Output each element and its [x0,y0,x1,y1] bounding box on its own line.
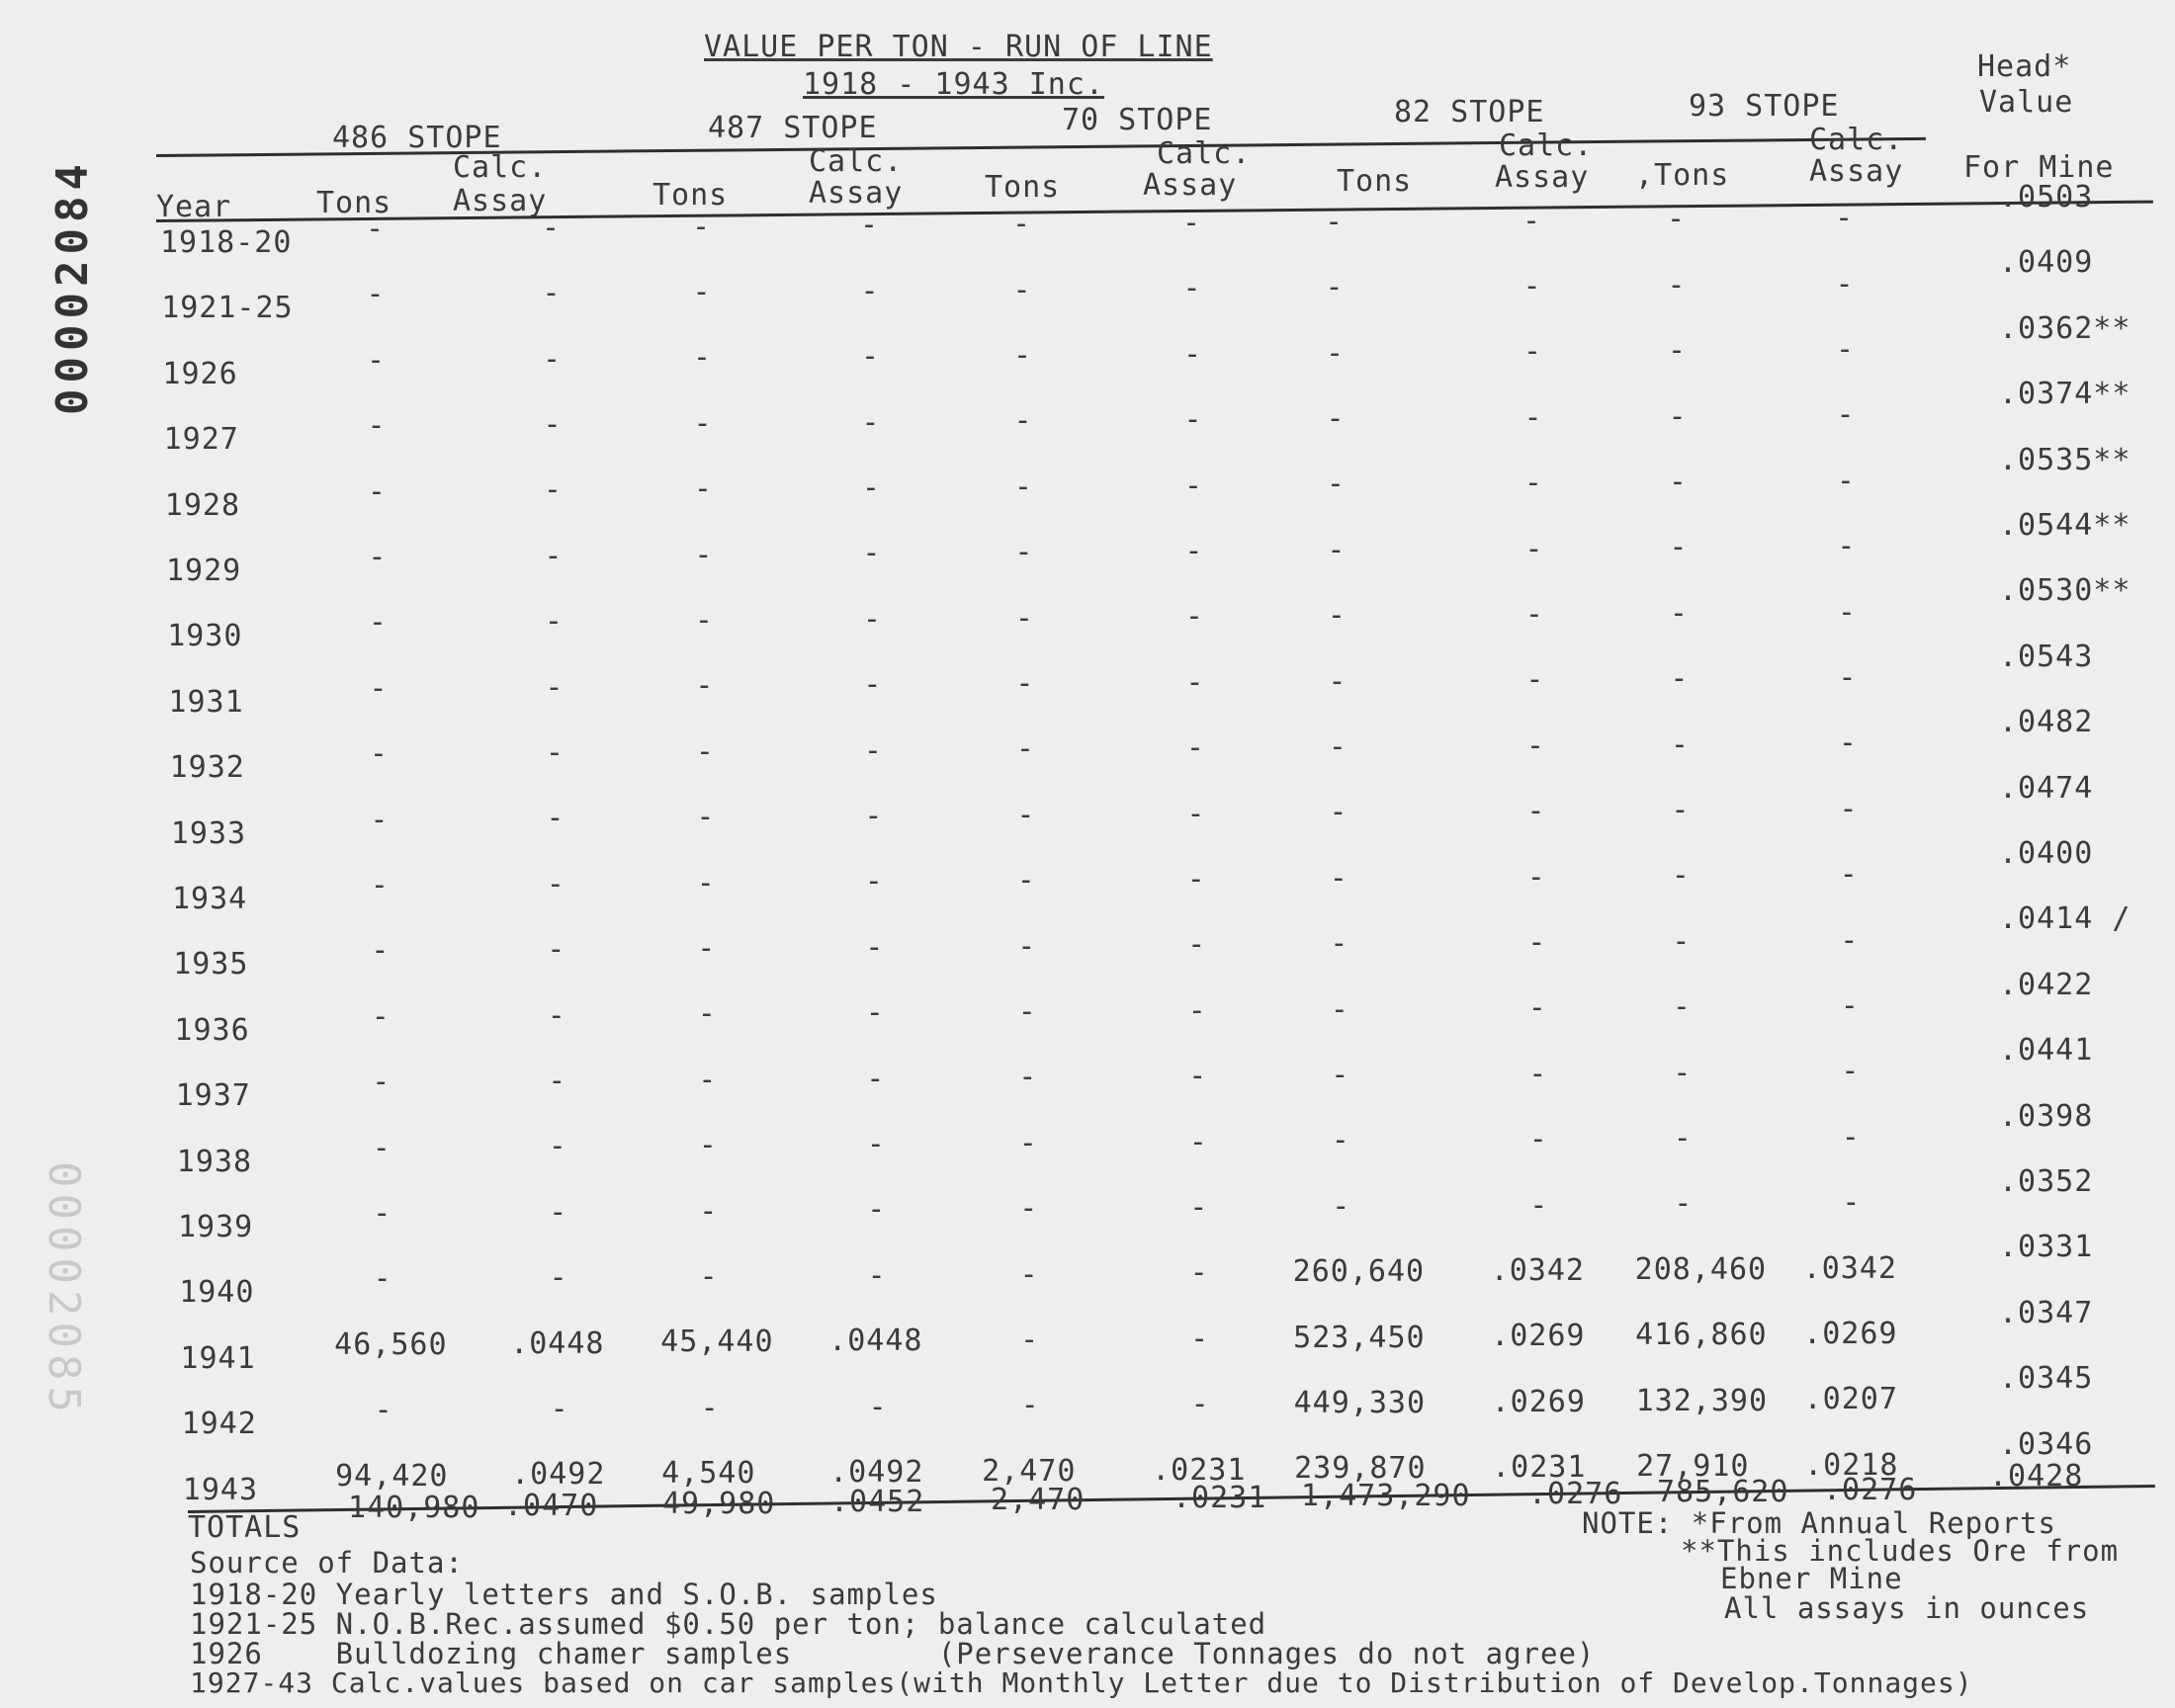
row-cell: - [545,669,565,705]
row-cell: .0492 [829,1455,924,1490]
col-calc-93: Calc. [1809,123,1904,157]
row-head-value: .0362** [1999,310,2132,346]
row-cell: - [698,1062,718,1097]
row-head-value: .0398 [1999,1098,2094,1134]
row-cell: - [863,667,883,703]
row-cell: - [367,408,387,444]
row-cell: .0269 [1803,1317,1898,1351]
row-cell: - [1012,338,1033,373]
row-cell: - [1527,925,1547,960]
row-cell: - [1013,469,1033,504]
row-cell: - [1187,927,1207,963]
row-cell: - [1329,860,1348,896]
row-cell: - [865,929,885,965]
row-cell: - [860,273,880,308]
totals-cell: 2,470 [991,1483,1086,1517]
row-cell: - [1524,531,1544,566]
row-cell: - [1522,334,1543,370]
row-cell: - [1672,923,1692,959]
row-cell: - [367,473,387,509]
row-cell: - [1838,726,1858,761]
row-cell: - [1331,1058,1350,1092]
row-cell: - [1188,1124,1208,1159]
row-cell: - [1020,1388,1040,1423]
row-cell: - [1017,928,1037,964]
row-cell: - [1671,793,1691,827]
stope-label-486: 486 STOPE [332,121,502,155]
col-for-mine: For Mine [1963,150,2115,185]
row-cell: - [1013,403,1033,439]
head-value-label-1: Head* [1977,49,2072,84]
stope-label-93: 93 STOPE [1689,89,1840,124]
row-cell: - [369,736,389,772]
row-cell: - [695,733,715,769]
row-cell: 208,460 [1634,1251,1768,1287]
row-cell: - [1185,730,1205,766]
row-cell: 523,450 [1293,1320,1426,1355]
row-cell: - [1840,988,1860,1023]
row-cell: - [372,1065,392,1100]
row-cell: - [546,801,566,836]
row-cell: - [1671,858,1691,894]
col-assay-93: Assay [1809,154,1904,189]
note-line-2: **This includes Ore from [1681,1534,2120,1568]
row-head-value: .0441 [1999,1033,2094,1068]
row-cell: - [1326,467,1346,502]
row-cell: .0448 [510,1325,605,1361]
row-cell: - [374,1393,393,1428]
row-year: 1933 [170,815,247,851]
row-head-value: .0503 [1999,180,2094,214]
row-cell: - [1325,335,1346,371]
row-cell: - [1020,1323,1040,1357]
row-head-value: .0374** [1999,377,2132,412]
row-year: 1940 [179,1275,255,1311]
row-year: 1921-25 [161,291,294,326]
row-cell: - [1332,1188,1351,1224]
row-cell: - [1182,336,1203,372]
row-cell: 4,540 [661,1456,756,1492]
row-cell: - [1187,992,1207,1028]
row-cell: - [1841,1119,1861,1154]
row-cell: - [866,1061,886,1096]
row-cell: - [1525,727,1545,763]
row-cell: - [1522,269,1542,303]
row-head-value: .0535** [1999,442,2132,477]
row-cell: - [1835,332,1856,367]
row-cell: .0342 [1802,1250,1897,1286]
row-cell: - [1016,797,1036,832]
row-cell: - [1190,1321,1210,1356]
row-cell: - [1018,1125,1038,1160]
totals-cell: .0470 [504,1489,599,1523]
row-cell: - [862,536,882,571]
totals-cell: 49,980 [662,1487,776,1521]
row-cell: - [696,865,716,900]
row-cell: - [542,341,563,377]
row-cell: - [692,340,713,376]
row-head-value: .0544** [1999,508,2132,543]
row-cell: - [1528,1122,1548,1157]
row-cell: 27,910 [1636,1449,1750,1484]
row-cell: - [1837,594,1857,630]
row-cell: - [1017,994,1037,1029]
totals-cell: .0452 [830,1485,925,1519]
row-year: 1927 [163,422,239,458]
row-cell: 94,420 [335,1458,449,1494]
row-cell: - [861,404,881,440]
page-title: VALUE PER TON - RUN OF LINE [704,30,1213,64]
row-year: 1935 [173,947,249,982]
row-cell: - [366,277,386,312]
source-line-2: 1921-25 N.O.B.Rec.assumed $0.50 per ton; balance calculated [190,1607,1267,1641]
row-cell: - [544,538,564,573]
row-year: 1934 [172,882,248,916]
row-cell: .0448 [828,1324,923,1359]
col-assay-486: Assay [453,184,548,218]
row-cell: - [544,604,564,640]
note-line-1: NOTE: *From Annual Reports [1582,1506,2056,1540]
row-cell: - [863,732,883,768]
row-cell: - [1524,597,1544,632]
row-head-value: .0352 [1999,1164,2094,1199]
row-cell: - [693,471,713,507]
note-line-4: All assays in ounces [1724,1591,2090,1625]
row-cell: - [1327,598,1347,634]
row-cell: - [1667,267,1687,302]
row-cell: - [1835,266,1855,301]
row-cell: - [1016,863,1036,898]
row-year: 1942 [181,1407,257,1442]
row-cell: - [1018,1060,1038,1095]
row-cell: - [1842,1185,1862,1221]
row-cell: - [1667,202,1687,237]
row-cell: - [1528,1056,1548,1091]
row-cell: - [697,996,717,1032]
row-cell: - [1839,857,1859,893]
row-cell: - [860,208,880,243]
row-cell: .0218 [1804,1447,1899,1483]
row-year: 1931 [168,684,244,720]
row-cell: - [1522,203,1542,238]
row-cell: - [1672,989,1692,1025]
row-head-value: .0409 [1999,245,2094,281]
row-cell: - [700,1390,720,1425]
row-cell: - [1838,660,1858,695]
row-cell: - [368,605,388,640]
stope-label-487: 487 STOPE [708,111,878,145]
stope-label-82: 82 STOPE [1394,95,1545,129]
row-cell: - [1329,795,1348,830]
row-head-value: .0346 [1999,1426,2094,1462]
row-year: 1929 [166,554,242,588]
row-cell: - [1183,468,1203,503]
row-cell: - [1015,731,1035,767]
row-cell: - [549,1260,568,1296]
row-cell: - [1325,270,1345,305]
row-year: 1937 [175,1078,251,1114]
col-tons-93: ,Tons [1635,158,1730,193]
row-cell: - [371,998,391,1034]
row-cell: 416,860 [1635,1318,1768,1353]
row-cell: - [1673,1121,1693,1155]
row-cell: - [1670,661,1690,697]
row-cell: - [1525,662,1545,698]
row-cell: - [699,1259,719,1294]
row-cell: - [867,1192,887,1228]
row-cell: - [864,864,884,899]
row-year: 1932 [169,750,245,786]
row-cell: - [1673,1055,1693,1090]
row-cell: - [1669,530,1689,565]
row-cell: - [1668,465,1688,499]
row-cell: - [694,537,714,572]
row-cell: - [1326,401,1346,436]
col-tons-70: Tons [985,170,1061,205]
row-cell: - [1015,666,1035,701]
row-cell: - [1183,402,1203,438]
row-cell: - [1667,333,1688,369]
row-cell: 2,470 [982,1453,1077,1489]
row-cell: - [547,932,566,968]
row-year: 1928 [164,487,241,523]
note-line-3: Ebner Mine [1720,1562,1903,1595]
row-cell: - [1529,1187,1549,1223]
source-line-3: 1926 Bulldozing chamer samples (Perseverance Tonnages do not agree) [190,1637,1596,1670]
row-cell: - [1328,729,1348,764]
row-cell: - [693,405,713,441]
row-cell: - [1327,532,1347,567]
col-assay-82: Assay [1495,160,1590,195]
col-calc-486: Calc. [453,150,548,185]
row-head-value: .0347 [1999,1295,2094,1330]
row-cell: - [371,933,391,969]
row-cell: - [1012,207,1032,242]
row-cell: - [868,1389,888,1424]
row-year: 1939 [178,1210,254,1244]
row-cell: - [373,1261,392,1297]
row-cell: - [1184,599,1204,635]
row-cell: 45,440 [660,1324,774,1360]
row-cell: - [1836,397,1856,433]
head-value-label-2: Value [1979,85,2074,120]
row-cell: - [866,1127,886,1161]
row-cell: - [1526,859,1546,895]
row-cell: - [1019,1256,1039,1292]
row-cell: - [548,1129,567,1164]
row-cell: - [1839,791,1859,826]
row-cell: - [1014,600,1034,636]
row-cell: - [1674,1186,1694,1222]
row-cell: - [867,1257,887,1293]
row-cell: - [1526,794,1546,829]
totals-head-value: .0428 [1989,1459,2084,1494]
row-cell: - [370,868,390,902]
row-cell: - [373,1196,392,1231]
row-cell: - [695,668,715,704]
row-cell: - [547,997,566,1033]
totals-cell: 785,620 [1657,1475,1789,1509]
row-cell: 132,390 [1635,1383,1769,1418]
totals-label: TOTALS [188,1510,302,1545]
row-cell: - [1835,201,1855,236]
page-subtitle: 1918 - 1943 Inc. [803,67,1104,102]
row-year: 1941 [180,1340,256,1376]
row-year: 1936 [174,1012,250,1048]
row-cell: - [1019,1191,1039,1227]
row-cell: .0342 [1490,1253,1585,1288]
col-calc-82: Calc. [1499,128,1594,163]
row-cell: 46,560 [334,1326,448,1362]
row-head-value: .0422 [1999,967,2094,1002]
row-cell: - [545,735,565,770]
row-cell: .0231 [1152,1452,1247,1488]
row-cell: - [1523,399,1543,435]
row-head-value: .0414 / [1999,901,2132,937]
row-cell: - [1182,271,1202,306]
row-cell: - [543,472,563,508]
source-label: Source of Data: [190,1546,464,1580]
row-cell: - [1328,663,1348,699]
row-cell: - [366,212,386,246]
row-cell: 260,640 [1292,1254,1426,1290]
row-cell: - [696,800,716,835]
row-cell: - [1189,1255,1209,1291]
row-cell: - [372,1130,392,1165]
row-cell: .0269 [1491,1319,1586,1354]
row-cell: - [699,1193,719,1229]
row-year: 1930 [167,619,243,654]
row-head-value: .0482 [1999,705,2094,740]
row-cell: - [1527,990,1547,1026]
row-cell: - [549,1194,568,1230]
row-head-value: .0400 [1999,836,2094,871]
row-cell: - [546,866,566,901]
row-cell: - [864,799,884,833]
totals-cell: 140,980 [348,1491,480,1525]
row-cell: - [548,1064,567,1098]
totals-cell: .0276 [1823,1473,1918,1507]
row-cell: - [1668,398,1688,434]
row-cell: - [368,540,388,574]
row-cell: - [1190,1387,1210,1422]
row-cell: - [862,601,882,637]
row-cell: .0492 [511,1457,606,1493]
row-cell: - [1330,991,1349,1027]
row-year: 1938 [176,1144,253,1179]
row-cell: - [1012,272,1032,307]
row-cell: - [542,210,562,245]
row-cell: - [861,470,881,505]
totals-cell: .0231 [1173,1481,1267,1515]
stope-label-70: 70 STOPE [1062,103,1213,137]
row-head-value: .0345 [1999,1361,2094,1397]
row-head-value: .0543 [1999,639,2094,674]
col-calc-70: Calc. [1157,136,1252,171]
col-tons-487: Tons [652,178,729,213]
row-cell: - [1186,862,1206,897]
row-cell: - [369,670,389,706]
col-assay-487: Assay [809,176,904,211]
col-calc-487: Calc. [809,144,904,179]
row-cell: - [1184,534,1204,568]
row-cell: - [1331,1123,1350,1158]
row-cell: - [1189,1190,1209,1225]
row-cell: - [550,1392,569,1426]
row-cell: - [1186,796,1206,831]
row-cell: .0231 [1492,1450,1587,1486]
row-head-value: .0474 [1999,770,2094,806]
document-id-stamp: 00002084 [47,158,98,415]
row-year: 1943 [182,1472,259,1507]
document-id-ghost: 00002085 [39,1161,89,1418]
row-head-value: .0530** [1999,573,2132,609]
row-cell: - [1182,206,1202,240]
row-cell: - [698,1128,718,1163]
row-cell: - [865,995,885,1031]
row-year: 1918-20 [160,225,293,260]
col-tons-82: Tons [1337,164,1413,199]
row-cell: - [1330,926,1349,962]
row-cell: - [1185,664,1205,700]
row-cell: - [1670,726,1690,762]
row-cell: - [1836,463,1856,498]
row-cell: - [860,339,881,375]
row-cell: - [697,931,717,966]
col-tons-486: Tons [316,186,392,220]
row-cell: - [1840,922,1860,958]
row-cell: - [1523,466,1543,501]
row-cell: - [543,407,563,442]
row-cell: - [1837,529,1857,564]
row-cell: - [1325,204,1345,239]
row-cell: - [692,275,712,309]
row-cell: .0207 [1803,1382,1898,1417]
row-cell: - [542,276,562,311]
row-cell: - [366,342,387,378]
row-cell: - [1669,595,1689,631]
row-cell: - [1014,535,1034,570]
row-year: 1926 [162,356,238,391]
row-cell: 239,870 [1294,1451,1427,1487]
totals-cell: .0276 [1528,1477,1623,1511]
source-line-1: 1918-20 Yearly letters and S.O.B. samples [190,1578,938,1611]
source-line-4: 1927-43 Calc.values based on car samples(with Monthly Letter due to Distribution of Develop.Tonnages) [190,1666,1973,1699]
col-assay-70: Assay [1143,168,1238,203]
row-cell: .0269 [1491,1384,1586,1419]
row-cell: - [370,802,390,837]
row-cell: 449,330 [1293,1386,1427,1420]
row-head-value: .0331 [1999,1230,2094,1265]
row-cell: - [1188,1059,1208,1094]
totals-cell: 1,473,290 [1301,1479,1471,1513]
row-cell: - [1841,1054,1861,1089]
col-year-header: Year [156,190,232,224]
row-cell: - [692,209,712,244]
row-cell: - [694,603,714,638]
